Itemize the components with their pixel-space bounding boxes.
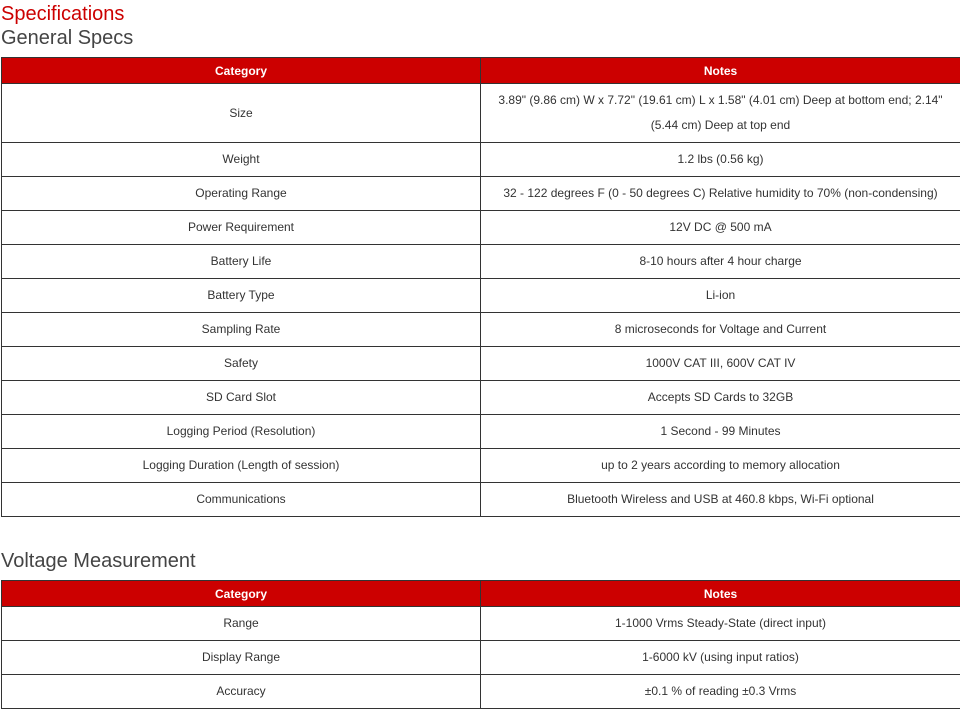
table-row	[2, 313, 960, 347]
category-cell: SD Card Slot	[2, 381, 481, 415]
table-row	[2, 449, 960, 483]
notes-cell: 8 microseconds for Voltage and Current	[481, 313, 960, 347]
notes-cell: 1000V CAT III, 600V CAT IV	[481, 347, 960, 381]
table-row	[2, 211, 960, 245]
table-row	[2, 675, 960, 709]
table-row	[2, 177, 960, 211]
category-cell: Range	[2, 607, 481, 641]
category-cell: Battery Life	[2, 245, 481, 279]
voltage-measurement-heading: Voltage Measurement	[1, 550, 196, 572]
notes-cell: 1-6000 kV (using input ratios)	[481, 641, 960, 675]
notes-cell: Accepts SD Cards to 32GB	[481, 381, 960, 415]
notes-cell: 32 - 122 degrees F (0 - 50 degrees C) Relative humidity to 70% (non-condensing)	[481, 177, 960, 211]
table-row	[2, 607, 960, 641]
notes-cell: 8-10 hours after 4 hour charge	[481, 245, 960, 279]
table-row	[2, 84, 960, 143]
notes-cell: ±0.1 % of reading ±0.3 Vrms	[481, 675, 960, 709]
notes-cell: Bluetooth Wireless and USB at 460.8 kbps, Wi-Fi optional	[481, 483, 960, 517]
notes-cell: 3.89" (9.86 cm) W x 7.72" (19.61 cm) L x 1.58" (4.01 cm) Deep at bottom end; 2.14" (5.44 cm) Deep at top end	[481, 84, 960, 143]
table-row	[2, 143, 960, 177]
notes-cell: 1.2 lbs (0.56 kg)	[481, 143, 960, 177]
category-cell: Operating Range	[2, 177, 481, 211]
category-cell: Accuracy	[2, 675, 481, 709]
category-cell: Communications	[2, 483, 481, 517]
category-cell: Logging Duration (Length of session)	[2, 449, 481, 483]
voltage-measurement-table	[1, 580, 960, 709]
table-header-row	[2, 581, 960, 607]
category-cell: Logging Period (Resolution)	[2, 415, 481, 449]
table-row	[2, 415, 960, 449]
notes-cell: 12V DC @ 500 mA	[481, 211, 960, 245]
category-column-header: Category	[2, 581, 481, 607]
category-column-header: Category	[2, 58, 481, 84]
page-title: Specifications	[1, 3, 124, 25]
category-cell: Power Requirement	[2, 211, 481, 245]
table-row	[2, 347, 960, 381]
category-cell: Battery Type	[2, 279, 481, 313]
notes-cell: 1 Second - 99 Minutes	[481, 415, 960, 449]
category-cell: Size	[2, 84, 481, 143]
notes-cell: 1-1000 Vrms Steady-State (direct input)	[481, 607, 960, 641]
table-row	[2, 245, 960, 279]
category-cell: Weight	[2, 143, 481, 177]
category-cell: Safety	[2, 347, 481, 381]
general-specs-table	[1, 57, 960, 517]
general-specs-heading: General Specs	[1, 27, 133, 49]
table-row	[2, 381, 960, 415]
notes-column-header: Notes	[481, 581, 960, 607]
table-header-row	[2, 58, 960, 84]
category-cell: Display Range	[2, 641, 481, 675]
notes-column-header: Notes	[481, 58, 960, 84]
notes-cell: Li-ion	[481, 279, 960, 313]
category-cell: Sampling Rate	[2, 313, 481, 347]
notes-cell: up to 2 years according to memory allocation	[481, 449, 960, 483]
table-row	[2, 279, 960, 313]
table-row	[2, 641, 960, 675]
table-row	[2, 483, 960, 517]
